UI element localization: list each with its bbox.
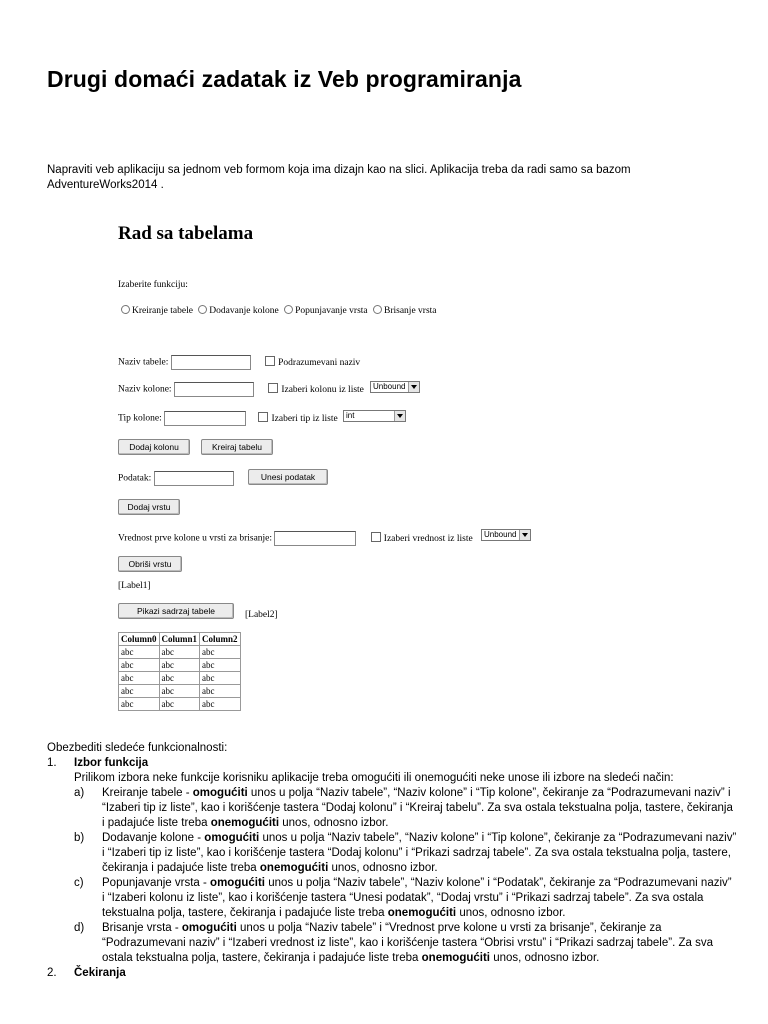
grid-header-cell: Column2 bbox=[200, 633, 241, 646]
sub-item-b: b) Dodavanje kolone - omogućiti unos u polja “Naziv tabele”, “Naziv kolone” i “Tip kolone”, čekiranje za “Podrazumevani naziv” i “Izaberi tip iz liste”, kao i korišćenje tastera “Dodaj kolonu” i “Prikazi sadrzaj tabele”. Za sva ostala tekstualna polja, tastere, čekiranja i padajuće liste treba onemogućiti unos, odnosno izbor. bbox=[74, 832, 737, 874]
checkbox-icon bbox=[258, 412, 268, 422]
form-title: Rad sa tabelama bbox=[118, 223, 254, 244]
column-name-label: Naziv kolone: bbox=[118, 384, 172, 395]
table-row bbox=[119, 646, 241, 659]
form-screenshot bbox=[115, 219, 645, 724]
table-row bbox=[119, 659, 241, 672]
add-row-button[interactable]: Dodaj vrstu bbox=[118, 499, 180, 515]
grid-cell: abc bbox=[119, 646, 160, 659]
radio-circle-icon bbox=[121, 305, 130, 314]
column-type-row bbox=[118, 411, 338, 426]
choose-value-checkbox[interactable]: Izaberi vrednost iz liste bbox=[371, 534, 473, 544]
chevron-down-icon bbox=[519, 530, 530, 540]
requirements-section bbox=[47, 741, 737, 981]
radio-circle-icon bbox=[373, 305, 382, 314]
table-name-label: Naziv tabele: bbox=[118, 357, 169, 368]
table-name-input[interactable] bbox=[171, 355, 251, 370]
data-grid bbox=[118, 632, 241, 711]
radio-circle-icon bbox=[198, 305, 207, 314]
chevron-down-icon bbox=[394, 411, 405, 421]
label2: [Label2] bbox=[245, 610, 278, 620]
create-table-button[interactable]: Kreiraj tabelu bbox=[201, 439, 273, 455]
grid-cell: abc bbox=[119, 672, 160, 685]
grid-cell: abc bbox=[200, 698, 241, 711]
intro-paragraph: Napraviti veb aplikaciju sa jednom veb formom koja ima dizajn kao na slici. Aplikacija treba da radi samo sa bazom AdventureWorks2014 . bbox=[47, 164, 631, 191]
grid-cell: abc bbox=[159, 646, 200, 659]
data-input[interactable] bbox=[154, 471, 234, 486]
sub-item-c: c) Popunjavanje vrsta - omogućiti unos u polja “Naziv tabele”, “Naziv kolone” i “Podatak”, čekiranje za “Podrazumevani naziv” i “Izaberi kolonu iz liste”, kao i korišćenje tastera “Unesi podatak”, “Dodaj vrstu” i “Prikazi sadrzaj tabele”. Za sva ostala tekstualna polja, tastere, čekiranja i padajuće liste treba onemogućiti unos, odnosno izbor. bbox=[74, 877, 732, 919]
sub-item-d: d) Brisanje vrsta - omogućiti unos u polja “Naziv tabele” i “Vrednost prve kolone u vrsti za brisanje”, čekiranje za “Podrazumevani naziv” i “Izaberi vrednost iz liste”, kao i korišćenje tastera “Obrisi vrstu” i “Prikazi sadrzaj tabele”. Za sva ostala tekstualna polja, tastere, čekiranja i padajuće liste treba onemogućiti unos, odnosno izbor. bbox=[74, 922, 713, 964]
show-table-button[interactable]: Pikazi sadrzaj tabele bbox=[118, 603, 234, 619]
grid-cell: abc bbox=[159, 698, 200, 711]
table-row bbox=[119, 698, 241, 711]
item-1-text: Prilikom izbora neke funkcije korisniku aplikacije treba omogućiti ili onemogućiti neke unose ili izbore na sledeći način: bbox=[74, 772, 674, 784]
grid-header-row bbox=[119, 633, 241, 646]
grid-cell: abc bbox=[200, 685, 241, 698]
choose-column-checkbox[interactable]: Izaberi kolonu iz liste bbox=[268, 385, 364, 395]
add-column-button[interactable]: Dodaj kolonu bbox=[118, 439, 190, 455]
column-type-label: Tip kolone: bbox=[118, 413, 162, 424]
column-name-input[interactable] bbox=[174, 382, 254, 397]
grid-cell: abc bbox=[200, 659, 241, 672]
grid-cell: abc bbox=[119, 698, 160, 711]
choose-function-label: Izaberite funkciju: bbox=[118, 280, 188, 290]
grid-cell: abc bbox=[159, 672, 200, 685]
radio-add-column[interactable]: Dodavanje kolone bbox=[198, 306, 278, 316]
function-radio-group bbox=[121, 305, 437, 316]
delete-value-row bbox=[118, 531, 473, 546]
choose-type-checkbox[interactable]: Izaberi tip iz liste bbox=[258, 414, 337, 424]
type-select[interactable]: int bbox=[343, 410, 406, 422]
table-name-row bbox=[118, 355, 360, 370]
checkbox-icon bbox=[371, 532, 381, 542]
checkbox-icon bbox=[265, 356, 275, 366]
enter-data-button[interactable]: Unesi podatak bbox=[248, 469, 328, 485]
column-type-input[interactable] bbox=[164, 411, 246, 426]
column-select[interactable]: Unbound bbox=[370, 381, 420, 393]
table-row bbox=[119, 672, 241, 685]
delete-value-input[interactable] bbox=[274, 531, 356, 546]
radio-circle-icon bbox=[284, 305, 293, 314]
delete-row-button[interactable]: Obriši vrstu bbox=[118, 556, 182, 572]
grid-header-cell: Column0 bbox=[119, 633, 160, 646]
chevron-down-icon bbox=[408, 382, 419, 392]
radio-create-table[interactable]: Kreiranje tabele bbox=[121, 306, 193, 316]
data-row bbox=[118, 471, 234, 486]
sub-item-a: a) Kreiranje tabele - omogućiti unos u polja “Naziv tabele”, “Naziv kolone” i “Tip kolone”, čekiranje za “Podrazumevani naziv” i “Izaberi tip iz liste”, kao i korišćenje tastera “Dodaj kolonu” i “Kreiraj tabelu”. Za sva ostala tekstualna polja, tastere, čekiranja i padajuće liste treba onemogućiti unos, odnosno izbor. bbox=[74, 787, 733, 829]
grid-header-cell: Column1 bbox=[159, 633, 200, 646]
table-row bbox=[119, 685, 241, 698]
grid-cell: abc bbox=[200, 672, 241, 685]
grid-cell: abc bbox=[200, 646, 241, 659]
label1: [Label1] bbox=[118, 581, 151, 591]
grid-cell: abc bbox=[159, 685, 200, 698]
value-select[interactable]: Unbound bbox=[481, 529, 531, 541]
page-title: Drugi domaći zadatak iz Veb programiranja bbox=[47, 66, 522, 92]
grid-cell: abc bbox=[119, 685, 160, 698]
radio-delete-rows[interactable]: Brisanje vrsta bbox=[373, 306, 437, 316]
data-label: Podatak: bbox=[118, 473, 152, 484]
checkbox-icon bbox=[268, 383, 278, 393]
item-2-heading: 2. Čekiranja bbox=[47, 967, 126, 979]
grid-cell: abc bbox=[159, 659, 200, 672]
radio-fill-rows[interactable]: Popunjavanje vrsta bbox=[284, 306, 368, 316]
requirements-intro: Obezbediti sledeće funkcionalnosti: bbox=[47, 742, 228, 754]
default-name-checkbox[interactable]: Podrazumevani naziv bbox=[265, 358, 360, 368]
grid-cell: abc bbox=[119, 659, 160, 672]
delete-value-label: Vrednost prve kolone u vrsti za brisanje: bbox=[118, 533, 273, 544]
column-name-row bbox=[118, 382, 364, 397]
item-1-heading: 1. Izbor funkcija bbox=[47, 757, 149, 769]
